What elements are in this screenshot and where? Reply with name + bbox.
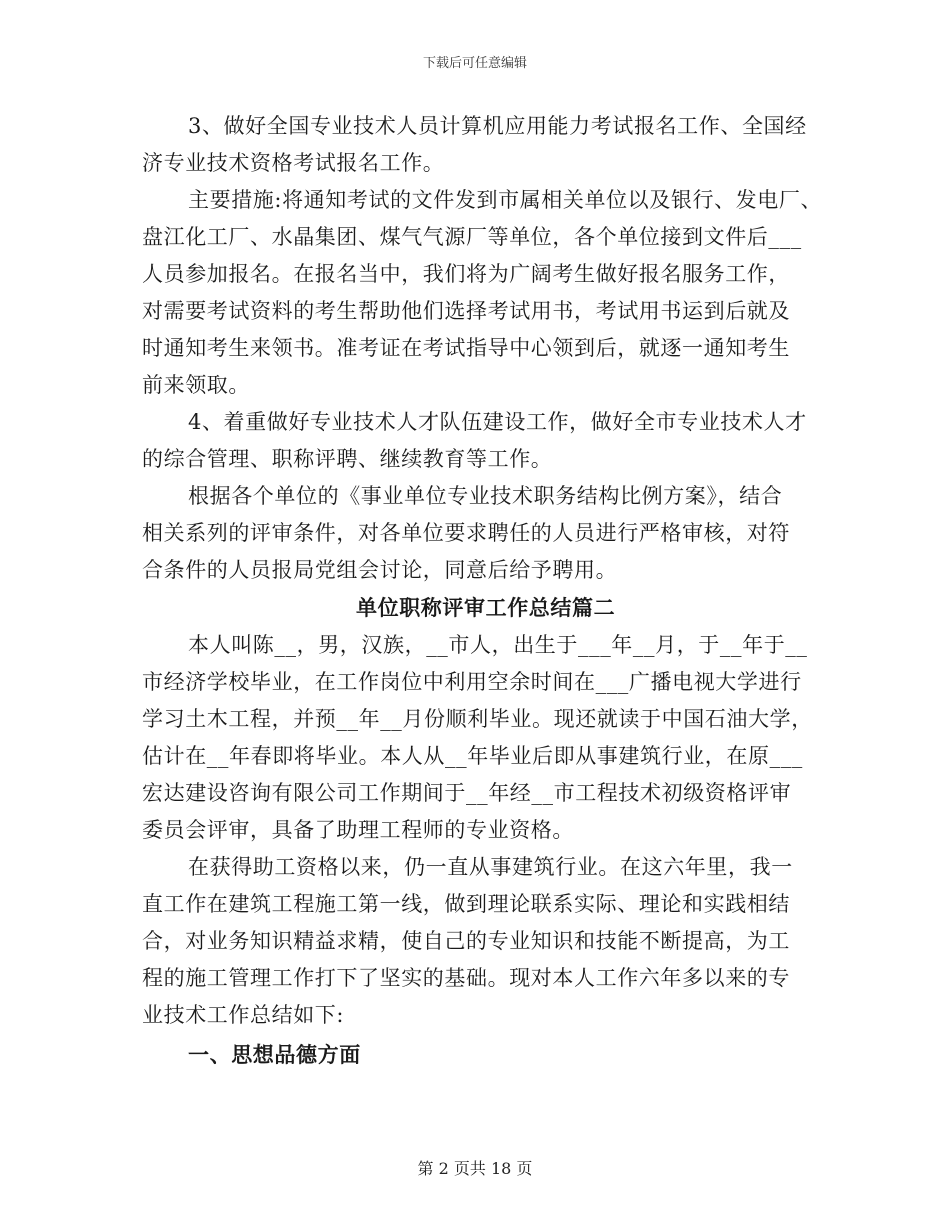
paragraph-line: 业技术工作总结如下: (142, 1003, 345, 1027)
section-title: 单位职称评审工作总结篇二 (356, 595, 616, 620)
paragraph-line: 直工作在建筑工程施工第一线，做到理论联系实际、理论和实践相结 (142, 892, 790, 916)
paragraph-line: 3、做好全国专业技术人员计算机应用能力考试报名工作、全国经 (188, 114, 807, 138)
paragraph-line: 济专业技术资格考试报名工作。 (142, 151, 445, 175)
paragraph-line: 时通知考生来领书。准考证在考试指导中心领到后，就逐一通知考生 (142, 336, 790, 360)
paragraph-line: 本人叫陈__，男，汉族，__市人，出生于___年__月，于__年于__ (188, 633, 808, 657)
paragraph-line: 的综合管理、职称评聘、继续教育等工作。 (142, 447, 553, 471)
paragraph-line: 主要措施:将通知考试的文件发到市属相关单位以及银行、发电厂、 (188, 188, 823, 212)
paragraph-line: 合，对业务知识精益求精，使自己的专业知识和技能不断提高，为工 (142, 929, 790, 953)
paragraph-line: 相关系列的评审条件，对各单位要求聘任的人员进行严格审核，对符 (142, 521, 790, 545)
paragraph-line: 根据各个单位的《事业单位专业技术职务结构比例方案》，结合 (188, 484, 783, 508)
page-header: 下载后可任意编辑 (422, 56, 527, 71)
page-footer: 第 2 页共 18 页 (417, 1159, 533, 1178)
paragraph-line: 前来领取。 (142, 373, 250, 397)
paragraph-line: 合条件的人员报局党组会讨论，同意后给予聘用。 (142, 558, 618, 582)
paragraph-line: 4、着重做好专业技术人才队伍建设工作，做好全市专业技术人才 (188, 410, 807, 434)
paragraph-line: 学习土木工程，并预__年__月份顺利毕业。现还就读于中国石油大学， (142, 707, 813, 731)
paragraph-line: 委员会评审，具备了助理工程师的专业资格。 (142, 818, 574, 842)
paragraph-line: 宏达建设咨询有限公司工作期间于__年经__市工程技术初级资格评审 (142, 781, 792, 805)
paragraph-line: 程的施工管理工作打下了坚实的基础。现对本人工作六年多以来的专 (142, 966, 790, 990)
paragraph-line: 在获得助工资格以来，仍一直从事建筑行业。在这六年里，我一 (188, 855, 793, 879)
paragraph-line: 市经济学校毕业，在工作岗位中利用空余时间在___广播电视大学进行 (142, 670, 802, 694)
paragraph-line: 盘江化工厂、水晶集团、煤气气源厂等单位，各个单位接到文件后___ (142, 225, 802, 249)
subsection-heading: 一、思想品德方面 (188, 1042, 361, 1067)
paragraph-line: 人员参加报名。在报名当中，我们将为广阔考生做好报名服务工作， (142, 262, 790, 286)
paragraph-line: 对需要考试资料的考生帮助他们选择考试用书，考试用书运到后就及 (142, 299, 790, 323)
paragraph-line: 估计在__年春即将毕业。本人从__年毕业后即从事建筑行业，在原___ (142, 744, 803, 768)
